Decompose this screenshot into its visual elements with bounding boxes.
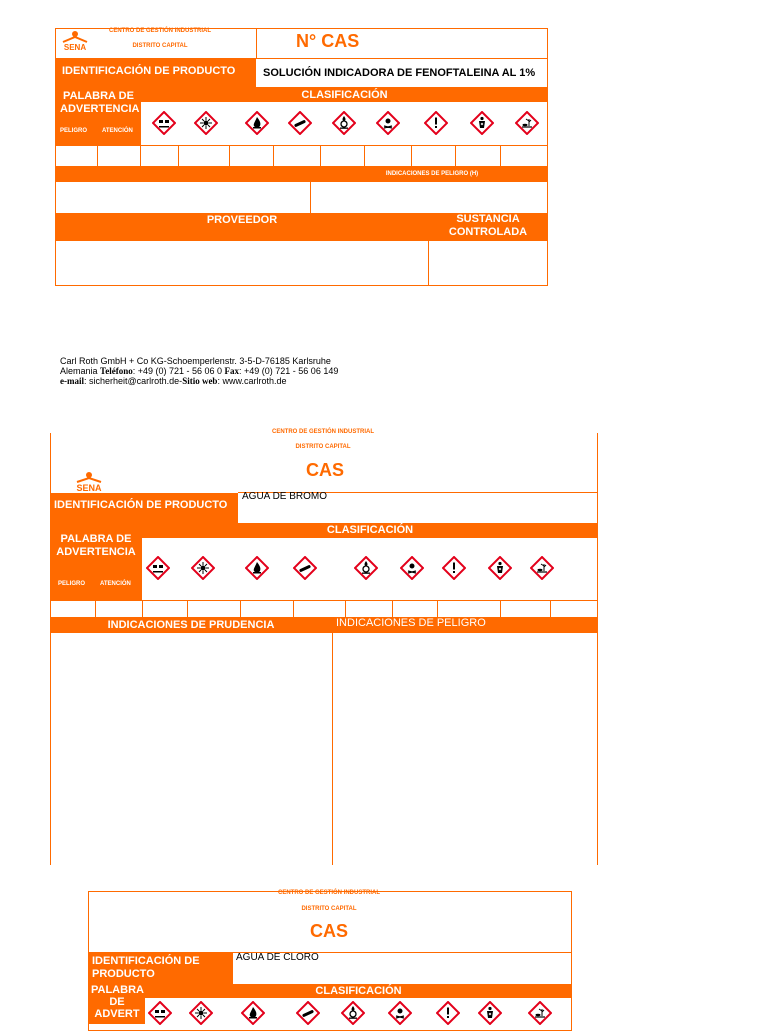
precautionary-statements-label: INDICACIONES DE PRUDENCIA <box>50 617 332 633</box>
explosive-icon <box>189 1001 213 1025</box>
cell-divider <box>187 600 188 617</box>
cas-label-2: CAS <box>306 460 345 480</box>
explosive-icon <box>194 111 218 135</box>
classification-label-2: CLASIFICACIÓN <box>142 523 598 538</box>
classification-label-3: CLASIFICACIÓN <box>145 984 572 998</box>
corrosive-icon <box>152 111 176 135</box>
toxic-icon <box>376 111 400 135</box>
warning-word-label-2: PALABRA DE ADVERTENCIA <box>50 523 142 600</box>
environment-icon <box>515 111 539 135</box>
phone-label: Teléfono <box>100 366 133 376</box>
health-hazard-icon <box>478 1001 502 1025</box>
toxic-icon <box>388 1001 412 1025</box>
cell-divider <box>178 145 179 167</box>
supplier-phone-line <box>60 366 338 376</box>
cell-divider <box>455 145 456 167</box>
product-name: SOLUCIÓN INDICADORA DE FENOFTALEINA AL 1% <box>263 67 536 79</box>
supplier-info <box>60 356 338 386</box>
gas-cylinder-icon <box>296 1001 320 1025</box>
divider <box>332 633 333 865</box>
warning-word-label: PALABRA DE ADVERTENCIA <box>56 88 141 145</box>
exclamation-icon <box>436 1001 460 1025</box>
cas-label-3: CAS <box>310 921 349 941</box>
gas-cylinder-icon <box>293 556 317 580</box>
product-id-label-3: IDENTIFICACIÓN DE PRODUCTO <box>89 953 232 984</box>
cell-divider <box>500 145 501 167</box>
cell-divider <box>229 145 230 167</box>
controlled-substance-label: SUSTANCIA CONTROLADA <box>428 213 548 241</box>
corrosive-icon <box>148 1001 172 1025</box>
product-name-2: AGUA DE BROMO <box>242 491 328 502</box>
email-label: e-mail <box>60 376 84 386</box>
explosive-icon <box>191 556 215 580</box>
sena-logo-text: SENA <box>63 43 87 52</box>
hazard-statements-label: INDICACIONES DE PELIGRO (H) <box>56 167 548 182</box>
exclamation-icon <box>442 556 466 580</box>
cell-divider <box>320 145 321 167</box>
danger-label-2: PELIGRO <box>58 581 86 587</box>
label-2-right-border <box>597 433 598 865</box>
product-id-label: IDENTIFICACIÓN DE PRODUCTO <box>56 58 256 88</box>
phone-value: : +49 (0) 721 - 56 06 0 <box>132 366 225 376</box>
divider <box>310 182 311 213</box>
oxidizing-icon <box>332 111 356 135</box>
oxidizing-icon <box>341 1001 365 1025</box>
cell-divider <box>293 600 294 617</box>
supplier-address: Carl Roth GmbH + Co KG-Schoemperlenstr. 3-5-D-76185 Karlsruhe <box>60 356 331 366</box>
cell-divider <box>500 600 501 617</box>
cell-divider <box>411 145 412 167</box>
exclamation-icon <box>424 111 448 135</box>
cell-divider <box>437 600 438 617</box>
product-name-3: AGUA DE CLORO <box>236 952 319 963</box>
district-name: DISTRITO CAPITAL <box>132 43 188 49</box>
corrosive-icon <box>146 556 170 580</box>
divider <box>256 28 257 58</box>
cell-divider <box>364 145 365 167</box>
cell-divider <box>240 600 241 617</box>
web-label: Sitio web <box>182 376 218 386</box>
cell-divider <box>273 145 274 167</box>
cell-divider <box>392 600 393 617</box>
supplier-country: Alemania <box>60 366 101 376</box>
divider <box>428 241 429 286</box>
gas-cylinder-icon <box>288 111 312 135</box>
hazard-statements-label-2: INDICACIONES DE PELIGRO <box>332 617 598 633</box>
fax-label: Fax <box>224 366 240 376</box>
flammable-icon <box>245 111 269 135</box>
health-hazard-icon <box>488 556 512 580</box>
sena-logo-2 <box>72 471 106 493</box>
center-name-2: CENTRO DE GESTIÓN INDUSTRIAL <box>271 429 374 435</box>
environment-icon <box>528 1001 552 1025</box>
center-name-3: CENTRO DE GESTIÓN INDUSTRIAL <box>277 890 380 896</box>
flammable-icon <box>245 556 269 580</box>
empty-row <box>55 145 548 167</box>
cas-number-label: N° CAS <box>296 31 360 51</box>
divider <box>232 953 233 984</box>
danger-label: PELIGRO <box>60 128 88 134</box>
cell-divider <box>97 145 98 167</box>
cell-divider <box>142 600 143 617</box>
attention-label: ATENCIÓN <box>102 128 133 134</box>
fax-value: : +49 (0) 721 - 56 06 149 <box>239 366 339 376</box>
attention-label-2: ATENCIÓN <box>100 581 131 587</box>
flammable-icon <box>241 1001 265 1025</box>
health-hazard-icon <box>470 111 494 135</box>
sena-logo <box>60 30 90 52</box>
supplier-label: PROVEEDOR <box>56 213 428 241</box>
toxic-icon <box>400 556 424 580</box>
cell-divider <box>140 145 141 167</box>
cell-divider <box>550 600 551 617</box>
supplier-email-line <box>60 376 338 386</box>
sena-logo-text-2: SENA <box>76 483 102 493</box>
center-name: CENTRO DE GESTIÓN INDUSTRIAL <box>108 28 211 34</box>
district-name-2: DISTRITO CAPITAL <box>295 444 351 450</box>
warning-word-label-3: PALABRA DE ADVERT <box>89 984 145 1024</box>
oxidizing-icon <box>354 556 378 580</box>
environment-icon <box>530 556 554 580</box>
email-value: : sicherheit@carlroth.de- <box>84 376 183 386</box>
cell-divider <box>95 600 96 617</box>
product-id-label-2: IDENTIFICACIÓN DE PRODUCTO <box>50 493 238 523</box>
divider <box>50 600 598 601</box>
classification-label: CLASIFICACIÓN <box>141 88 548 102</box>
cell-divider <box>345 600 346 617</box>
district-name-3: DISTRITO CAPITAL <box>301 906 357 912</box>
web-value: : www.carlroth.de <box>217 376 287 386</box>
